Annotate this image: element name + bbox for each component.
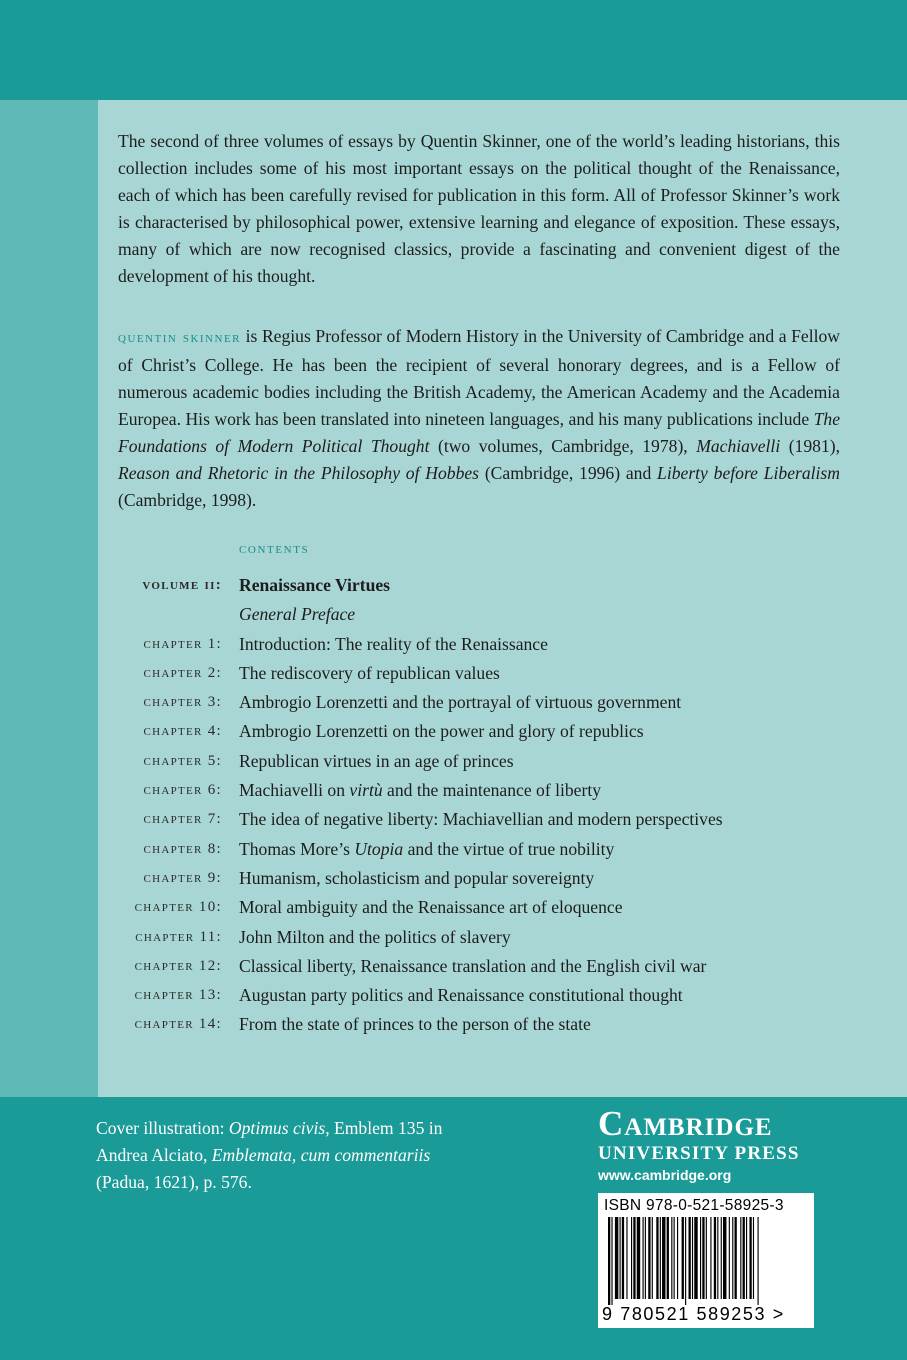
author-bio: quentin skinner is Regius Professor of Modern History in the University of Cambridge and a Fellow of Christ’s College. He has been the recipient of several honorary degrees, and is a Fellow of numerous academic bodies including the British Academy, the American Academy and the Academia Europea. His work has been translated into nineteen languages, and his many publications include The Foundations of Modern Political Thought (two volumes, Cambridge, 1978), Machiavelli (1981), Reason and Rhetoric in the Philosophy of Hobbes (Cambridge, 1996) and Liberty before Liberalism (Cambridge, 1998). [118,326,841,510]
toc-chapter-row [100,778,900,807]
publisher-subtitle: UNIVERSITY PRESS [598,1143,800,1164]
chapter-title: Classical liberty, Renaissance translation and the English civil war [239,955,707,976]
chapter-title: Ambrogio Lorenzetti and the portrayal of virtuous government [239,692,682,713]
chapter-label: chapter 6: [143,782,222,799]
ean-digits: 9 780521 589253 > [602,1304,785,1324]
toc-preface-row [100,602,900,631]
chapter-title: John Milton and the politics of slavery [239,926,511,947]
toc-chapter-row [100,807,900,836]
top-band [0,0,907,100]
toc-chapter-row [100,895,900,924]
chapter-title: Machiavelli on virtù and the maintenance of liberty [239,780,602,801]
toc-chapter-row [100,925,900,954]
toc-chapter-row [100,954,900,983]
chapter-label: chapter 7: [143,811,222,828]
chapter-label: chapter 14: [134,1016,222,1033]
chapter-title: Humanism, scholasticism and popular sovereignty [239,867,595,888]
cover-illustration-credit: Cover illustration: Optimus civis, Emblem 135 in Andrea Alciato, Emblemata, cum commentariis (Padua, 1621), p. 576. [96,1118,443,1192]
left-strip [0,100,98,1097]
publisher-name: Cambridge [598,1104,773,1143]
preface-title: General Preface [239,604,356,625]
isbn-barcode-box [598,1193,814,1328]
chapter-title: From the state of princes to the person of the state [239,1014,591,1035]
chapter-title: The rediscovery of republican values [239,662,500,683]
contents-heading: contents [239,541,310,557]
toc-chapter-row [100,749,900,778]
chapter-label: chapter 12: [134,957,222,974]
toc-chapter-row [100,632,900,661]
author-name: quentin skinner [118,330,241,346]
chapter-title: Introduction: The reality of the Renaissance [239,633,548,654]
toc-chapter-row [100,983,900,1012]
toc-chapter-row [100,866,900,895]
publisher-logo [598,1105,800,1183]
toc-chapter-row [100,661,900,690]
chapter-title: Moral ambiguity and the Renaissance art of eloquence [239,897,623,918]
toc-volume-row [100,573,900,602]
isbn-label: ISBN 978-0-521-58925-3 [604,1197,784,1214]
chapter-title: Augustan party politics and Renaissance constitutional thought [239,985,683,1006]
chapter-label: chapter 9: [143,869,222,886]
chapter-label: chapter 8: [143,840,222,857]
chapter-title: Thomas More’s Utopia and the virtue of true nobility [239,838,615,859]
volume-title: Renaissance Virtues [239,575,391,595]
chapter-title: The idea of negative liberty: Machiavellian and modern perspectives [239,809,723,830]
chapter-label: chapter 1: [143,635,222,652]
publisher-url: www.cambridge.org [598,1167,732,1183]
toc-chapter-row [100,719,900,748]
barcode-icon [604,1217,808,1305]
chapter-title: Ambrogio Lorenzetti on the power and glory of republics [239,721,644,742]
chapter-label: chapter 5: [143,752,222,769]
book-title: Liberty before Liberalism [657,463,840,483]
chapter-label: chapter 10: [134,899,222,916]
book-title: The Foundations of Modern Political Thought [118,409,840,456]
chapter-label: chapter 11: [135,928,222,945]
table-of-contents [100,573,900,1042]
toc-chapter-row [100,837,900,866]
book-blurb: The second of three volumes of essays by Quentin Skinner, one of the world’s leading historians, this collection includes some of his most important essays on the political thought of the Renaissance, each of which has been carefully revised for publication in this form. All of Professor Skinner’s work is characterised by philosophical power, extensive learning and elegance of exposition. These essays, many of which are now recognised classics, provide a fascinating and convenient digest of the development of his thought. [118,131,840,286]
book-title: Machiavelli [696,436,781,456]
chapter-label: chapter 3: [143,694,222,711]
book-title: Reason and Rhetoric in the Philosophy of Hobbes [118,463,480,483]
toc-chapter-row [100,690,900,719]
chapter-title: Republican virtues in an age of princes [239,750,514,771]
volume-label: volume ii: [142,577,222,593]
toc-chapter-row [100,1012,900,1041]
chapter-label: chapter 2: [143,664,222,681]
chapter-label: chapter 13: [134,987,222,1004]
chapter-label: chapter 4: [143,723,222,740]
